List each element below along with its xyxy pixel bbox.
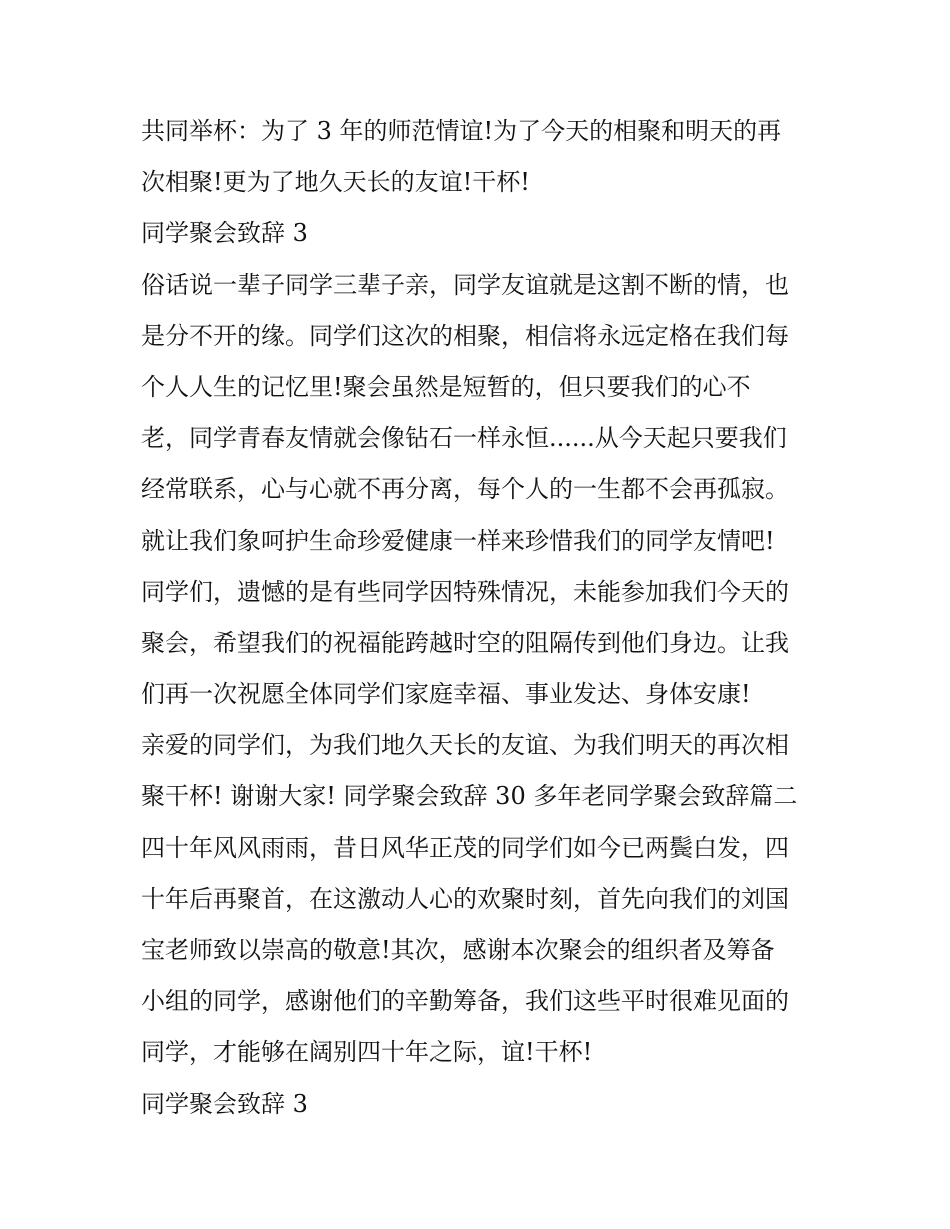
text-line: 小组的同学，感谢他们的辛勤筹备，我们这些平时很难见面的 <box>141 987 789 1016</box>
section-heading: 同学聚会致辞 3 <box>141 1089 308 1118</box>
text-line: 老，同学青春友情就会像钻石一样永恒......从今天起只要我们 <box>141 424 787 453</box>
text-line: 就让我们象呵护生命珍爱健康一样来珍惜我们的同学友情吧! <box>141 526 775 555</box>
text-line: 俗话说一辈子同学三辈子亲，同学友谊就是这割不断的情，也 <box>141 270 789 299</box>
text-line: 次相聚!更为了地久天长的友谊!干杯! <box>141 168 530 197</box>
text-line: 共同举杯：为了 3 年的师范情谊!为了今天的相聚和明天的再 <box>141 117 782 145</box>
text-line: 聚干杯! 谢谢大家! 同学聚会致辞 30 多年老同学聚会致辞篇二 <box>141 782 798 811</box>
text-line: 十年后再聚首，在这激动人心的欢聚时刻，首先向我们的刘国 <box>141 884 789 913</box>
text-line: 亲爱的同学们，为我们地久天长的友谊、为我们明天的再次相 <box>141 731 789 760</box>
text-line: 个人人生的记忆里!聚会虽然是短暂的，但只要我们的心不 <box>141 372 751 401</box>
document-body <box>141 106 821 1130</box>
section-heading: 同学聚会致辞 3 <box>141 219 308 248</box>
text-line: 聚会，希望我们的祝福能跨越时空的阻隔传到他们身边。让我 <box>141 628 789 657</box>
text-line: 同学，才能够在阔别四十年之际，谊!干杯! <box>141 1038 593 1067</box>
text-line: 四十年风风雨雨，昔日风华正茂的同学们如今已两鬓白发，四 <box>141 833 789 862</box>
text-line: 们再一次祝愿全体同学们家庭幸福、事业发达、身体安康! <box>141 680 751 709</box>
text-line: 同学们，遗憾的是有些同学因特殊情况，未能参加我们今天的 <box>141 577 789 606</box>
text-line: 是分不开的缘。同学们这次的相聚，相信将永远定格在我们每 <box>141 321 789 350</box>
text-line: 经常联系，心与心就不再分离，每个人的一生都不会再孤寂。 <box>141 475 789 504</box>
text-line: 宝老师致以崇高的敬意!其次，感谢本次聚会的组织者及筹备 <box>141 936 775 964</box>
